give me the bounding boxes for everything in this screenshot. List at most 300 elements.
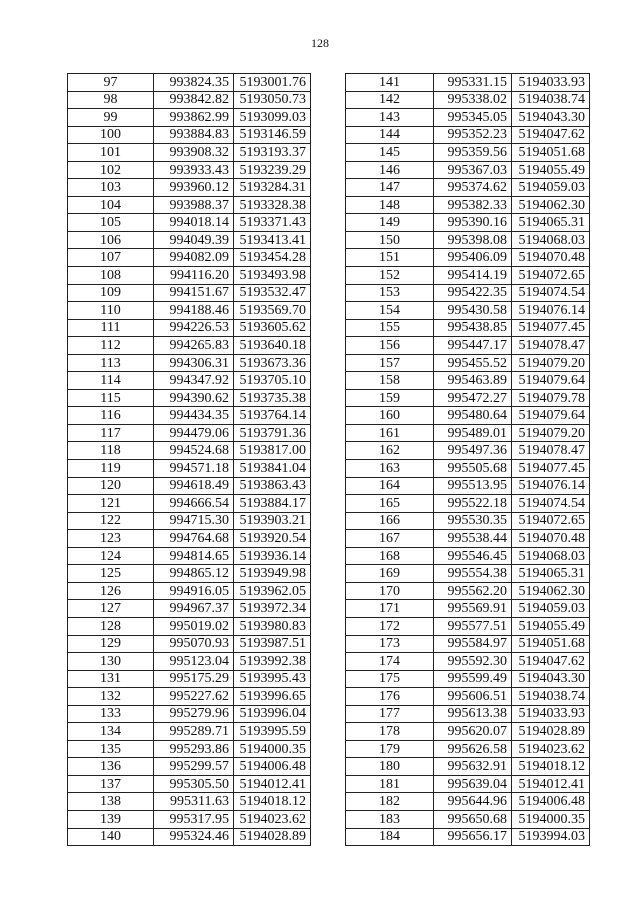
y-coordinate-cell: 5194000.35 [234,740,311,758]
table-row [346,810,590,828]
x-coordinate-cell: 993884.83 [154,126,234,144]
point-number-cell: 142 [346,91,434,109]
y-coordinate-cell: 5193640.18 [234,337,311,355]
point-number-cell: 163 [346,460,434,478]
y-coordinate-cell: 5194028.89 [234,828,311,846]
coordinates-table-left-body [68,74,311,846]
y-coordinate-cell: 5193328.38 [234,196,311,214]
x-coordinate-cell: 995279.96 [154,705,234,723]
point-number-cell: 155 [346,319,434,337]
y-coordinate-cell: 5193193.37 [234,144,311,162]
table-row [68,91,311,109]
y-coordinate-cell: 5193995.43 [234,670,311,688]
point-number-cell: 123 [68,530,154,548]
point-number-cell: 117 [68,424,154,442]
x-coordinate-cell: 994265.83 [154,337,234,355]
table-row [68,354,311,372]
y-coordinate-cell: 5194068.03 [512,231,590,249]
table-row [346,337,590,355]
y-coordinate-cell: 5193099.03 [234,109,311,127]
point-number-cell: 110 [68,302,154,320]
y-coordinate-cell: 5194079.20 [512,354,590,372]
point-number-cell: 100 [68,126,154,144]
x-coordinate-cell: 994018.14 [154,214,234,232]
y-coordinate-cell: 5194028.89 [512,723,590,741]
y-coordinate-cell: 5193705.10 [234,372,311,390]
y-coordinate-cell: 5193863.43 [234,477,311,495]
point-number-cell: 135 [68,740,154,758]
table-row [68,740,311,758]
point-number-cell: 107 [68,249,154,267]
point-number-cell: 180 [346,758,434,776]
y-coordinate-cell: 5194077.45 [512,460,590,478]
table-row [68,547,311,565]
x-coordinate-cell: 995554.38 [434,565,512,583]
y-coordinate-cell: 5193972.34 [234,600,311,618]
coordinates-table-left [67,73,311,846]
x-coordinate-cell: 994151.67 [154,284,234,302]
point-number-cell: 156 [346,337,434,355]
point-number-cell: 177 [346,705,434,723]
point-number-cell: 184 [346,828,434,846]
table-row [346,705,590,723]
table-row [68,179,311,197]
x-coordinate-cell: 994082.09 [154,249,234,267]
table-row [68,460,311,478]
table-row [68,775,311,793]
x-coordinate-cell: 995352.23 [434,126,512,144]
x-coordinate-cell: 993960.12 [154,179,234,197]
coordinates-table-right [345,73,590,846]
table-row [346,635,590,653]
x-coordinate-cell: 995414.19 [434,267,512,285]
x-coordinate-cell: 995480.64 [434,407,512,425]
y-coordinate-cell: 5193001.76 [234,74,311,92]
x-coordinate-cell: 994618.49 [154,477,234,495]
table-row [68,337,311,355]
table-row [346,758,590,776]
point-number-cell: 171 [346,600,434,618]
y-coordinate-cell: 5194078.47 [512,442,590,460]
point-number-cell: 165 [346,495,434,513]
point-number-cell: 122 [68,512,154,530]
x-coordinate-cell: 995472.27 [434,389,512,407]
x-coordinate-cell: 995632.91 [434,758,512,776]
x-coordinate-cell: 995299.57 [154,758,234,776]
point-number-cell: 128 [68,617,154,635]
table-row [346,231,590,249]
point-number-cell: 113 [68,354,154,372]
table-row [68,231,311,249]
x-coordinate-cell: 994865.12 [154,565,234,583]
y-coordinate-cell: 5194068.03 [512,547,590,565]
table-row [68,372,311,390]
y-coordinate-cell: 5193994.03 [512,828,590,846]
y-coordinate-cell: 5194051.68 [512,144,590,162]
table-row [346,179,590,197]
y-coordinate-cell: 5193605.62 [234,319,311,337]
table-row [346,565,590,583]
point-number-cell: 144 [346,126,434,144]
point-number-cell: 121 [68,495,154,513]
point-number-cell: 125 [68,565,154,583]
table-row [68,424,311,442]
point-number-cell: 126 [68,582,154,600]
x-coordinate-cell: 994916.05 [154,582,234,600]
point-number-cell: 164 [346,477,434,495]
x-coordinate-cell: 994306.31 [154,354,234,372]
point-number-cell: 182 [346,793,434,811]
y-coordinate-cell: 5194076.14 [512,477,590,495]
table-row [68,705,311,723]
point-number-cell: 154 [346,302,434,320]
y-coordinate-cell: 5193284.31 [234,179,311,197]
y-coordinate-cell: 5193995.59 [234,723,311,741]
table-row [346,617,590,635]
y-coordinate-cell: 5194043.30 [512,670,590,688]
table-row [68,653,311,671]
point-number-cell: 136 [68,758,154,776]
table-row [68,389,311,407]
x-coordinate-cell: 995227.62 [154,688,234,706]
point-number-cell: 138 [68,793,154,811]
y-coordinate-cell: 5194059.03 [512,600,590,618]
x-coordinate-cell: 995317.95 [154,810,234,828]
x-coordinate-cell: 995592.30 [434,653,512,671]
table-row [68,196,311,214]
x-coordinate-cell: 995345.05 [434,109,512,127]
y-coordinate-cell: 5194047.62 [512,653,590,671]
table-row [346,249,590,267]
table-row [68,635,311,653]
y-coordinate-cell: 5193949.98 [234,565,311,583]
point-number-cell: 146 [346,161,434,179]
point-number-cell: 174 [346,653,434,671]
x-coordinate-cell: 993908.32 [154,144,234,162]
x-coordinate-cell: 995538.44 [434,530,512,548]
point-number-cell: 97 [68,74,154,92]
table-row [346,495,590,513]
point-number-cell: 147 [346,179,434,197]
x-coordinate-cell: 995613.38 [434,705,512,723]
x-coordinate-cell: 994434.35 [154,407,234,425]
x-coordinate-cell: 995584.97 [434,635,512,653]
y-coordinate-cell: 5194006.48 [234,758,311,776]
x-coordinate-cell: 993988.37 [154,196,234,214]
x-coordinate-cell: 995311.63 [154,793,234,811]
y-coordinate-cell: 5194055.49 [512,161,590,179]
point-number-cell: 118 [68,442,154,460]
table-row [346,740,590,758]
x-coordinate-cell: 994814.65 [154,547,234,565]
x-coordinate-cell: 995489.01 [434,424,512,442]
y-coordinate-cell: 5193903.21 [234,512,311,530]
point-number-cell: 157 [346,354,434,372]
x-coordinate-cell: 995374.62 [434,179,512,197]
x-coordinate-cell: 993824.35 [154,74,234,92]
y-coordinate-cell: 5193987.51 [234,635,311,653]
table-row [346,582,590,600]
table-row [346,144,590,162]
point-number-cell: 130 [68,653,154,671]
y-coordinate-cell: 5193239.29 [234,161,311,179]
point-number-cell: 137 [68,775,154,793]
table-row [346,389,590,407]
point-number-cell: 112 [68,337,154,355]
point-number-cell: 150 [346,231,434,249]
point-number-cell: 132 [68,688,154,706]
x-coordinate-cell: 995650.68 [434,810,512,828]
table-row [346,530,590,548]
y-coordinate-cell: 5193936.14 [234,547,311,565]
x-coordinate-cell: 995019.02 [154,617,234,635]
y-coordinate-cell: 5194012.41 [234,775,311,793]
y-coordinate-cell: 5194062.30 [512,196,590,214]
x-coordinate-cell: 995382.33 [434,196,512,214]
y-coordinate-cell: 5193920.54 [234,530,311,548]
x-coordinate-cell: 994571.18 [154,460,234,478]
table-row [346,670,590,688]
table-row [346,477,590,495]
table-row [346,828,590,846]
y-coordinate-cell: 5193992.38 [234,653,311,671]
y-coordinate-cell: 5194033.93 [512,705,590,723]
table-row [346,775,590,793]
point-number-cell: 178 [346,723,434,741]
table-row [346,74,590,92]
point-number-cell: 149 [346,214,434,232]
point-number-cell: 168 [346,547,434,565]
x-coordinate-cell: 995505.68 [434,460,512,478]
x-coordinate-cell: 994479.06 [154,424,234,442]
table-row [68,302,311,320]
table-row [68,582,311,600]
point-number-cell: 151 [346,249,434,267]
x-coordinate-cell: 995338.02 [434,91,512,109]
point-number-cell: 99 [68,109,154,127]
x-coordinate-cell: 995513.95 [434,477,512,495]
table-row [346,512,590,530]
point-number-cell: 105 [68,214,154,232]
point-number-cell: 103 [68,179,154,197]
x-coordinate-cell: 995522.18 [434,495,512,513]
x-coordinate-cell: 995359.56 [434,144,512,162]
table-row [68,319,311,337]
point-number-cell: 183 [346,810,434,828]
x-coordinate-cell: 995562.20 [434,582,512,600]
table-row [68,495,311,513]
point-number-cell: 131 [68,670,154,688]
table-row [346,267,590,285]
point-number-cell: 108 [68,267,154,285]
table-row [68,109,311,127]
y-coordinate-cell: 5194018.12 [512,758,590,776]
y-coordinate-cell: 5194074.54 [512,495,590,513]
y-coordinate-cell: 5194062.30 [512,582,590,600]
x-coordinate-cell: 995577.51 [434,617,512,635]
y-coordinate-cell: 5194065.31 [512,565,590,583]
x-coordinate-cell: 994666.54 [154,495,234,513]
table-row [68,442,311,460]
y-coordinate-cell: 5193764.14 [234,407,311,425]
point-number-cell: 166 [346,512,434,530]
y-coordinate-cell: 5193996.65 [234,688,311,706]
y-coordinate-cell: 5193413.41 [234,231,311,249]
point-number-cell: 162 [346,442,434,460]
x-coordinate-cell: 995438.85 [434,319,512,337]
x-coordinate-cell: 995331.15 [434,74,512,92]
x-coordinate-cell: 995367.03 [434,161,512,179]
y-coordinate-cell: 5193791.36 [234,424,311,442]
table-row [68,407,311,425]
y-coordinate-cell: 5194070.48 [512,249,590,267]
table-row [68,810,311,828]
x-coordinate-cell: 994715.30 [154,512,234,530]
point-number-cell: 139 [68,810,154,828]
y-coordinate-cell: 5193996.04 [234,705,311,723]
y-coordinate-cell: 5194079.20 [512,424,590,442]
table-row [346,442,590,460]
y-coordinate-cell: 5194023.62 [512,740,590,758]
x-coordinate-cell: 994188.46 [154,302,234,320]
y-coordinate-cell: 5193673.36 [234,354,311,372]
point-number-cell: 101 [68,144,154,162]
y-coordinate-cell: 5194077.45 [512,319,590,337]
y-coordinate-cell: 5193980.83 [234,617,311,635]
y-coordinate-cell: 5194038.74 [512,688,590,706]
y-coordinate-cell: 5194038.74 [512,91,590,109]
x-coordinate-cell: 995620.07 [434,723,512,741]
point-number-cell: 115 [68,389,154,407]
x-coordinate-cell: 995599.49 [434,670,512,688]
point-number-cell: 133 [68,705,154,723]
point-number-cell: 104 [68,196,154,214]
x-coordinate-cell: 993933.43 [154,161,234,179]
point-number-cell: 129 [68,635,154,653]
y-coordinate-cell: 5194076.14 [512,302,590,320]
table-row [346,372,590,390]
x-coordinate-cell: 995305.50 [154,775,234,793]
table-row [68,74,311,92]
point-number-cell: 127 [68,600,154,618]
point-number-cell: 148 [346,196,434,214]
x-coordinate-cell: 995430.58 [434,302,512,320]
point-number-cell: 169 [346,565,434,583]
table-row [68,565,311,583]
y-coordinate-cell: 5193817.00 [234,442,311,460]
y-coordinate-cell: 5194070.48 [512,530,590,548]
y-coordinate-cell: 5194079.64 [512,372,590,390]
x-coordinate-cell: 993842.82 [154,91,234,109]
table-row [346,319,590,337]
y-coordinate-cell: 5194074.54 [512,284,590,302]
point-number-cell: 141 [346,74,434,92]
table-row [346,161,590,179]
table-row [346,653,590,671]
point-number-cell: 119 [68,460,154,478]
x-coordinate-cell: 995422.35 [434,284,512,302]
y-coordinate-cell: 5194078.47 [512,337,590,355]
table-row [346,723,590,741]
y-coordinate-cell: 5193146.59 [234,126,311,144]
table-row [68,267,311,285]
table-row [68,828,311,846]
x-coordinate-cell: 994116.20 [154,267,234,285]
y-coordinate-cell: 5193962.05 [234,582,311,600]
y-coordinate-cell: 5193735.38 [234,389,311,407]
x-coordinate-cell: 994967.37 [154,600,234,618]
point-number-cell: 170 [346,582,434,600]
x-coordinate-cell: 995390.16 [434,214,512,232]
y-coordinate-cell: 5193569.70 [234,302,311,320]
point-number-cell: 153 [346,284,434,302]
x-coordinate-cell: 995656.17 [434,828,512,846]
table-row [346,354,590,372]
y-coordinate-cell: 5193050.73 [234,91,311,109]
y-coordinate-cell: 5194059.03 [512,179,590,197]
table-row [68,723,311,741]
x-coordinate-cell: 995175.29 [154,670,234,688]
y-coordinate-cell: 5194072.65 [512,512,590,530]
y-coordinate-cell: 5194043.30 [512,109,590,127]
point-number-cell: 106 [68,231,154,249]
y-coordinate-cell: 5194006.48 [512,793,590,811]
table-row [346,460,590,478]
y-coordinate-cell: 5193884.17 [234,495,311,513]
x-coordinate-cell: 995569.91 [434,600,512,618]
table-row [346,284,590,302]
point-number-cell: 159 [346,389,434,407]
y-coordinate-cell: 5194000.35 [512,810,590,828]
point-number-cell: 140 [68,828,154,846]
y-coordinate-cell: 5193371.43 [234,214,311,232]
point-number-cell: 179 [346,740,434,758]
point-number-cell: 173 [346,635,434,653]
x-coordinate-cell: 994524.68 [154,442,234,460]
table-row [68,617,311,635]
page-number: 128 [311,36,329,50]
x-coordinate-cell: 995070.93 [154,635,234,653]
point-number-cell: 152 [346,267,434,285]
point-number-cell: 116 [68,407,154,425]
table-row [346,126,590,144]
table-row [68,688,311,706]
point-number-cell: 114 [68,372,154,390]
table-row [68,161,311,179]
y-coordinate-cell: 5194033.93 [512,74,590,92]
table-row [68,600,311,618]
table-row [68,249,311,267]
point-number-cell: 111 [68,319,154,337]
y-coordinate-cell: 5194065.31 [512,214,590,232]
x-coordinate-cell: 995398.08 [434,231,512,249]
y-coordinate-cell: 5194051.68 [512,635,590,653]
x-coordinate-cell: 994764.68 [154,530,234,548]
x-coordinate-cell: 994347.92 [154,372,234,390]
x-coordinate-cell: 995406.09 [434,249,512,267]
x-coordinate-cell: 995606.51 [434,688,512,706]
table-row [346,424,590,442]
table-row [68,477,311,495]
y-coordinate-cell: 5194079.64 [512,407,590,425]
x-coordinate-cell: 995324.46 [154,828,234,846]
x-coordinate-cell: 995626.58 [434,740,512,758]
y-coordinate-cell: 5194012.41 [512,775,590,793]
y-coordinate-cell: 5194055.49 [512,617,590,635]
x-coordinate-cell: 995497.36 [434,442,512,460]
x-coordinate-cell: 995639.04 [434,775,512,793]
table-row [68,758,311,776]
